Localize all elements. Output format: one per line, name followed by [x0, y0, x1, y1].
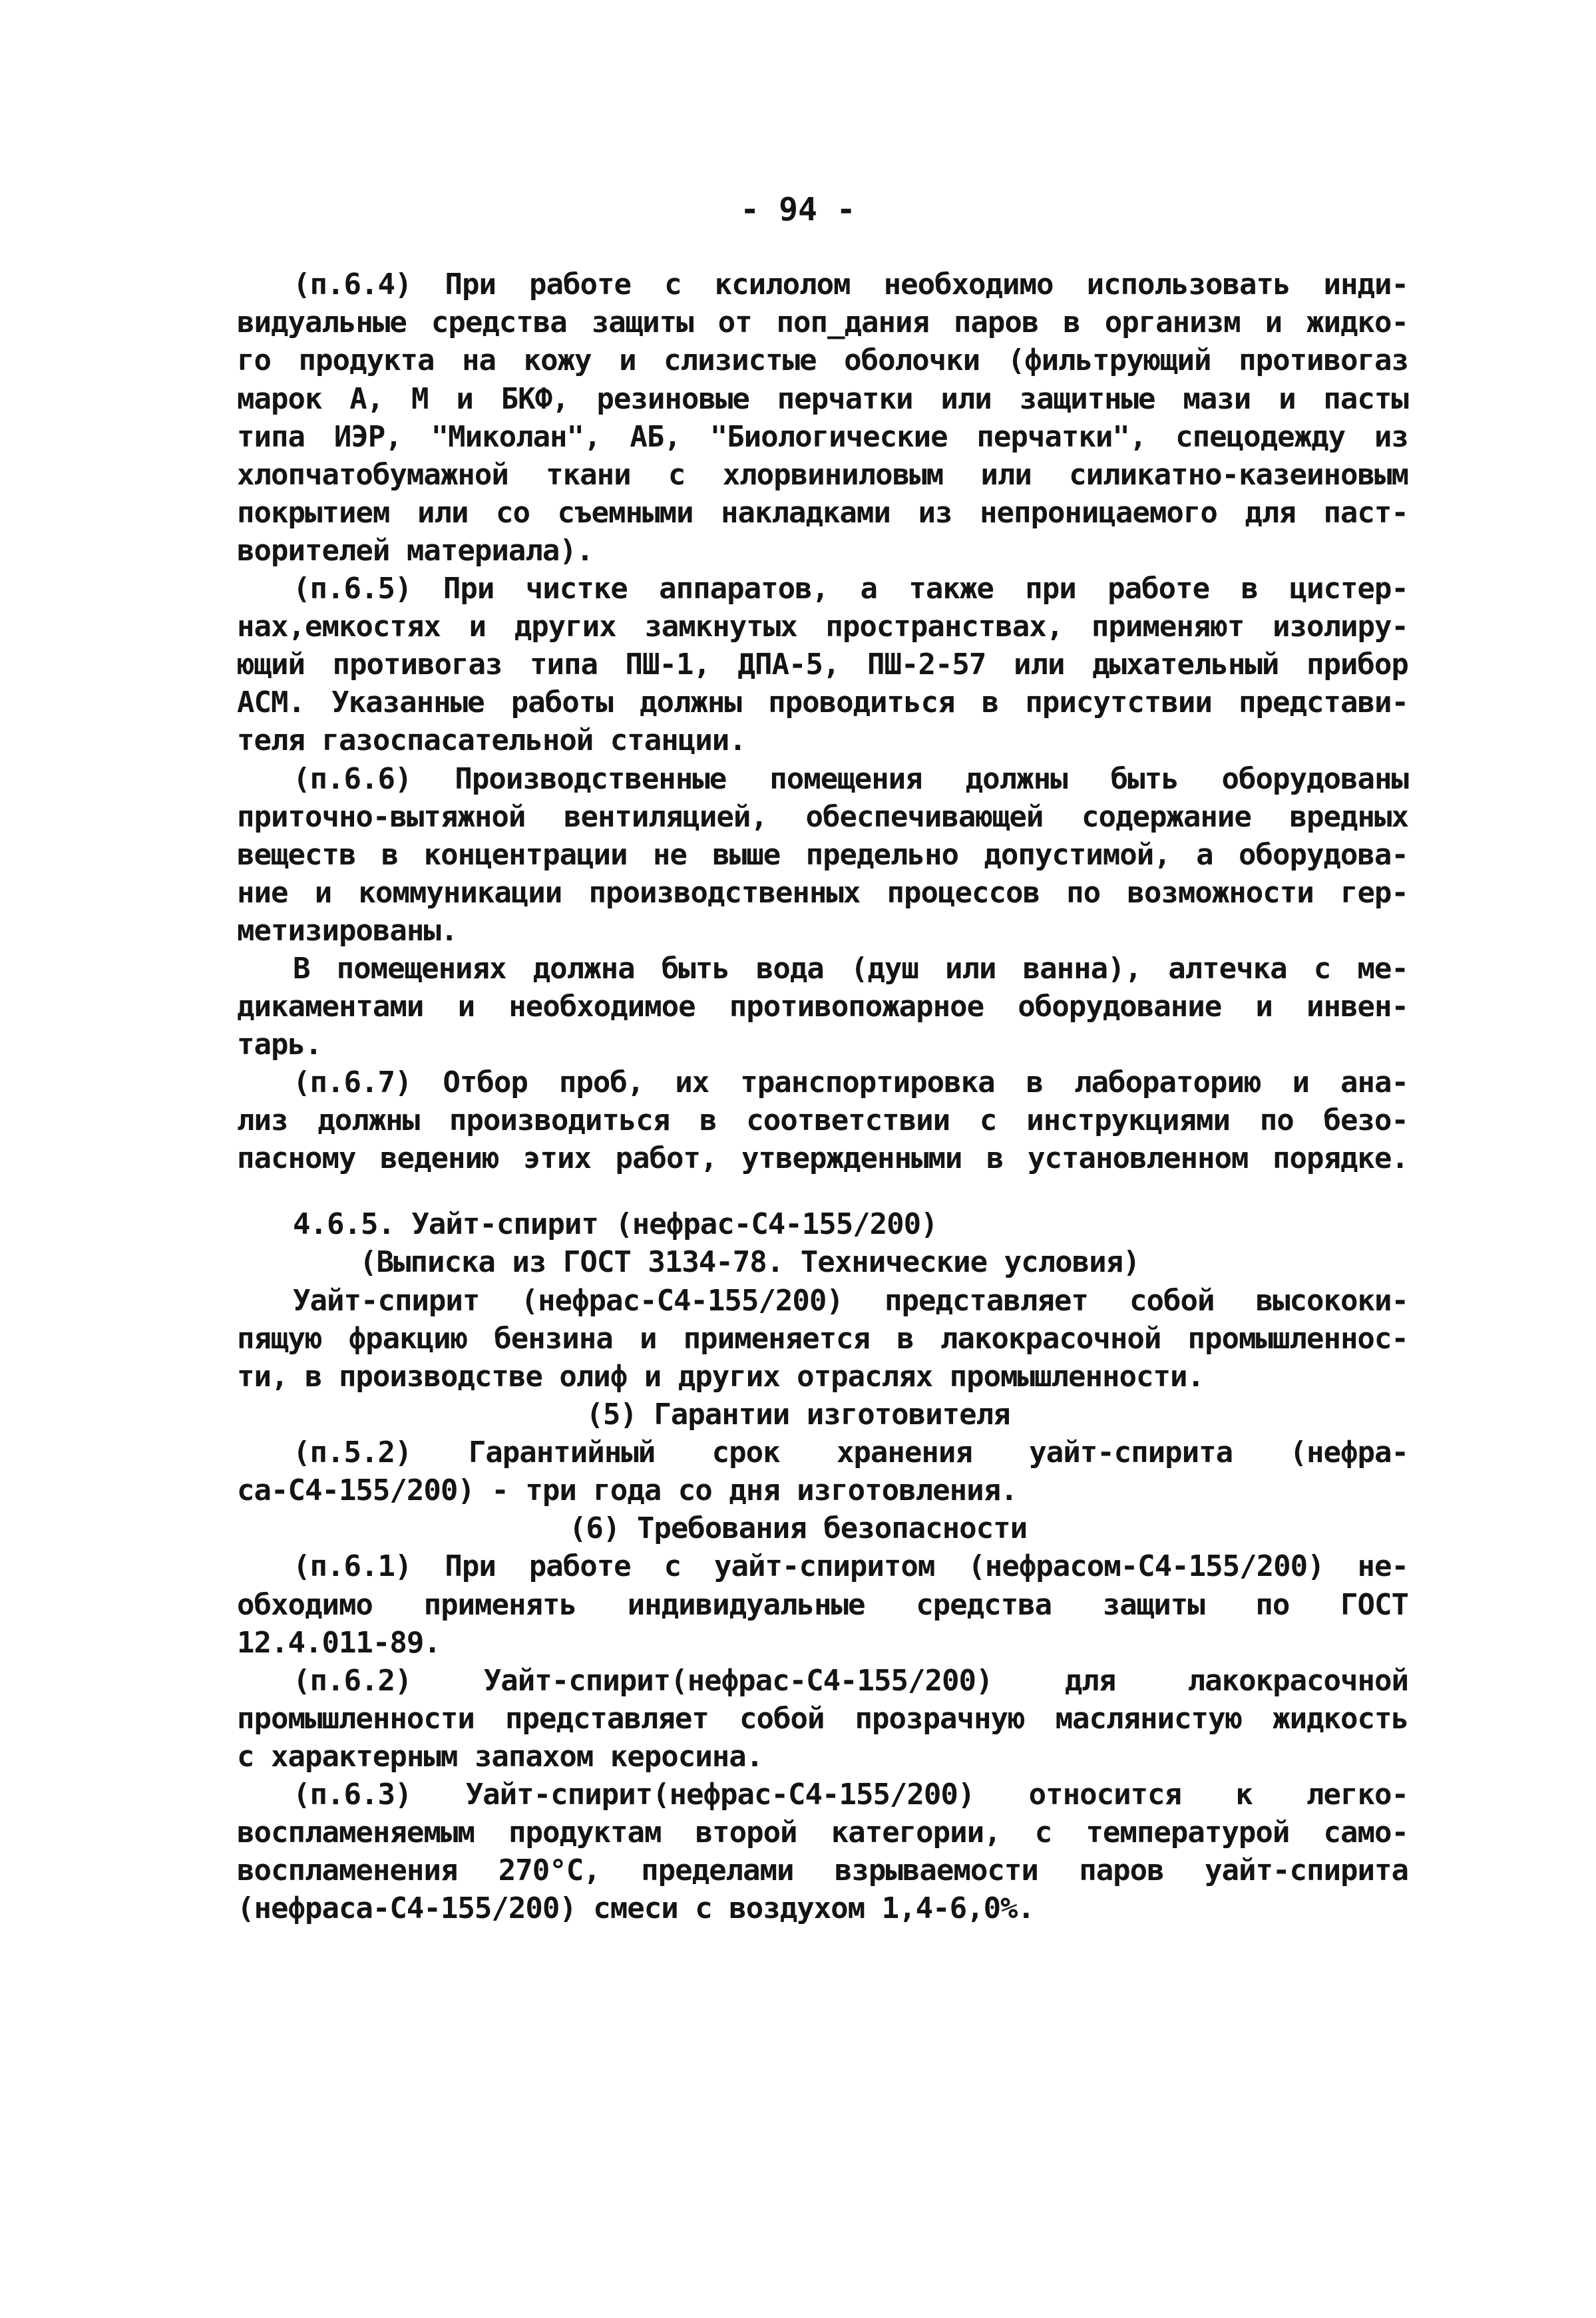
- word: или: [980, 458, 1032, 492]
- word: и: [619, 343, 636, 377]
- word: представляет: [884, 1284, 1088, 1318]
- word: ПШ-2-57: [867, 648, 986, 681]
- word: мази: [1183, 382, 1251, 416]
- word: от: [717, 305, 752, 339]
- word: (п.6.4): [293, 268, 412, 301]
- word: алтечка: [1168, 952, 1287, 986]
- word: марок: [237, 382, 322, 416]
- word: защитные: [1019, 382, 1155, 416]
- word: должна: [532, 952, 635, 986]
- word: паров: [953, 305, 1039, 339]
- word: с: [1034, 1816, 1052, 1849]
- text-line: [237, 1320, 1408, 1358]
- word: представляет: [504, 1702, 709, 1736]
- word: вентиляцией,: [563, 800, 767, 834]
- word: проводиться: [768, 685, 955, 719]
- word: температурой: [1086, 1816, 1290, 1849]
- word: противопожарное: [729, 990, 984, 1024]
- word: лакокрасочной: [940, 1322, 1161, 1356]
- word: дикаментами: [237, 990, 424, 1024]
- word: работы: [510, 685, 613, 719]
- word: утвержденными: [741, 1141, 962, 1175]
- word: работе: [529, 268, 631, 301]
- word: использовать: [1086, 268, 1291, 301]
- text-line: [293, 1662, 1408, 1700]
- word: спецодежду: [1175, 420, 1346, 454]
- word: работ,: [615, 1141, 717, 1175]
- word: для: [1245, 496, 1296, 530]
- word: Производственные: [455, 762, 727, 796]
- text-line: (Выписка из ГОСТ 3134-78. Технические условия): [359, 1245, 1140, 1279]
- word: и: [456, 382, 473, 416]
- word: возможности: [1127, 876, 1314, 910]
- text-line: [293, 1282, 1408, 1320]
- word: применяется: [683, 1322, 871, 1356]
- word: веществ: [237, 838, 356, 872]
- text-line: [237, 1102, 1408, 1139]
- word: приточно-вытяжной: [237, 800, 526, 834]
- word: прозрачную: [855, 1702, 1025, 1736]
- word: ванна),: [1022, 952, 1142, 986]
- text-line: [237, 608, 1408, 646]
- text-line: (6) Требования безопасности: [568, 1511, 1028, 1545]
- word: инструкциями: [1026, 1103, 1230, 1137]
- word: замкнутых: [644, 610, 797, 644]
- word: проб,: [558, 1065, 644, 1099]
- word: противогаз: [1239, 343, 1408, 377]
- word: коммуникации: [358, 876, 562, 910]
- text-line: [237, 342, 1408, 379]
- word: не-: [1357, 1549, 1408, 1583]
- word: к: [1235, 1778, 1253, 1812]
- text-line: теля газоспасательной станции.: [237, 723, 746, 757]
- word: в: [897, 1322, 914, 1356]
- text-line: [293, 570, 1408, 608]
- word: Отбор: [443, 1065, 528, 1099]
- word: (нефрас-С4-155/200): [520, 1284, 843, 1318]
- word: хлопчатобумажной: [237, 458, 508, 492]
- word: накладками: [721, 496, 891, 530]
- word: должны: [317, 1103, 420, 1137]
- word: ющий: [237, 648, 305, 681]
- word: индивидуальные: [627, 1588, 865, 1622]
- word: инвен-: [1306, 990, 1408, 1024]
- word: При: [443, 572, 495, 606]
- word: высококи-: [1255, 1284, 1408, 1318]
- word: быть: [1110, 762, 1179, 796]
- word: (п.6.3): [293, 1778, 412, 1812]
- word: паров: [1079, 1853, 1164, 1887]
- text-line: [293, 950, 1408, 988]
- word: и: [1279, 382, 1296, 416]
- word: "Биологические: [709, 420, 948, 454]
- word: поп_дания: [776, 305, 929, 339]
- word: вода: [755, 952, 824, 986]
- word: с: [1313, 952, 1331, 986]
- word: оборудова-: [1238, 838, 1408, 872]
- word: ведению: [380, 1141, 499, 1175]
- word: (п.6.5): [293, 572, 412, 606]
- word: перчатки",: [976, 420, 1147, 454]
- text-line: [237, 457, 1408, 494]
- word: При: [445, 1549, 496, 1583]
- word: бензина: [494, 1322, 613, 1356]
- word: оборудование: [1018, 990, 1222, 1024]
- word: При: [445, 268, 496, 301]
- word: применять: [423, 1588, 576, 1622]
- word: других: [514, 610, 616, 644]
- word: в: [981, 685, 999, 719]
- word: порядке.: [1272, 1141, 1408, 1175]
- word: а: [1196, 838, 1213, 872]
- text-line: [293, 1064, 1408, 1101]
- word: нах,емкостях: [237, 610, 441, 644]
- word: в: [1026, 1065, 1044, 1099]
- word: чистке: [525, 572, 628, 606]
- text-line: [237, 799, 1408, 836]
- text-line: [237, 837, 1408, 874]
- word: их: [675, 1065, 709, 1099]
- word: пящую: [237, 1322, 322, 1356]
- word: промышленнос-: [1187, 1322, 1408, 1356]
- word: процессов: [887, 876, 1040, 910]
- word: обеспечивающей: [805, 800, 1044, 834]
- word: жидко-: [1306, 305, 1408, 339]
- word: в: [699, 1103, 717, 1137]
- word: защиты: [1102, 1588, 1205, 1622]
- word: го: [237, 343, 271, 377]
- word: должны: [639, 685, 741, 719]
- word: с: [979, 1103, 997, 1137]
- word: резиновые: [596, 382, 749, 416]
- word: применяют: [1091, 610, 1245, 644]
- word: А,: [349, 382, 384, 416]
- word: с: [664, 268, 682, 301]
- word: непроницаемого: [979, 496, 1217, 530]
- word: средства: [916, 1588, 1052, 1622]
- text-line: [237, 874, 1408, 912]
- word: видуальные: [237, 305, 407, 339]
- word: промышленности: [237, 1702, 475, 1736]
- word: обходимо: [237, 1588, 373, 1622]
- word: ние: [237, 876, 288, 910]
- word: работе: [1107, 572, 1210, 606]
- word: с: [664, 1549, 682, 1583]
- word: цистер-: [1289, 572, 1408, 606]
- text-line: [237, 988, 1408, 1026]
- word: категории,: [831, 1816, 1001, 1849]
- page-number: - 94 -: [740, 191, 856, 228]
- word: Гарантийный: [468, 1436, 656, 1469]
- word: уайт-спирита: [1205, 1853, 1408, 1887]
- word: лакокрасочной: [1187, 1664, 1408, 1698]
- word: и: [314, 876, 332, 910]
- word: в: [986, 1141, 1004, 1175]
- word: пасному: [237, 1141, 356, 1175]
- text-line: тарь.: [237, 1028, 322, 1062]
- word: этих: [523, 1141, 591, 1175]
- word: продукта: [298, 343, 435, 377]
- word: пределами: [641, 1853, 794, 1887]
- word: соответствии: [746, 1103, 950, 1137]
- word: ДПА-5,: [737, 648, 840, 681]
- word: ГОСТ: [1340, 1588, 1408, 1622]
- word: в: [1241, 572, 1259, 606]
- word: а: [860, 572, 877, 606]
- word: АСМ.: [237, 685, 305, 719]
- word: по: [1255, 1588, 1290, 1622]
- word: ткани: [546, 458, 631, 492]
- word: транспортировка: [740, 1065, 995, 1099]
- word: помещениях: [336, 952, 506, 986]
- word: легко-: [1306, 1778, 1408, 1812]
- text-line: [237, 646, 1408, 683]
- word: необходимо: [883, 268, 1054, 301]
- text-line: [237, 1587, 1408, 1624]
- text-line: [293, 1776, 1408, 1814]
- word: воспламенения: [237, 1853, 458, 1887]
- word: прибор: [1306, 648, 1408, 681]
- word: установленном: [1028, 1141, 1249, 1175]
- word: типа: [529, 648, 598, 681]
- word: 270°С,: [498, 1853, 600, 1887]
- word: Уайт-спирит(нефрас-С4-155/200): [483, 1664, 993, 1698]
- word: и: [1255, 990, 1273, 1024]
- word: на: [462, 343, 497, 377]
- word: и: [1292, 1065, 1309, 1099]
- word: должны: [965, 762, 1068, 796]
- word: кожу: [523, 343, 592, 377]
- text-line: (нефраса-С4-155/200) смеси с воздухом 1,4-6,0%.: [237, 1891, 1035, 1925]
- text-line: ворителей материала).: [237, 534, 594, 568]
- word: собой: [739, 1702, 825, 1736]
- word: (душ: [850, 952, 918, 986]
- word: М: [411, 382, 429, 416]
- word: и: [457, 990, 475, 1024]
- text-line: [293, 266, 1408, 303]
- word: или: [1013, 648, 1065, 681]
- word: (нефрасом-С4-155/200): [968, 1549, 1324, 1583]
- text-line: 12.4.011-89.: [237, 1626, 441, 1660]
- text-line: [237, 304, 1408, 341]
- word: относится: [1028, 1778, 1182, 1812]
- word: производиться: [449, 1103, 670, 1137]
- word: оболочки: [844, 343, 980, 377]
- word: покрытием: [237, 496, 390, 530]
- word: взрываемости: [834, 1853, 1038, 1887]
- word: необходимое: [508, 990, 696, 1024]
- word: с: [668, 458, 686, 492]
- word: слизистые: [664, 343, 817, 377]
- word: лабораторию: [1074, 1065, 1261, 1099]
- word: перчатки: [777, 382, 913, 416]
- word: уайт-спиритом: [714, 1549, 935, 1583]
- word: (п.6.7): [293, 1065, 412, 1099]
- word: представи-: [1239, 685, 1408, 719]
- word: безо-: [1323, 1103, 1408, 1137]
- word: Уайт-спирит(нефрас-С4-155/200): [465, 1778, 975, 1812]
- word: (п.6.6): [293, 762, 412, 796]
- word: ПШ-1,: [625, 648, 710, 681]
- word: по: [1259, 1103, 1294, 1137]
- word: жидкость: [1273, 1702, 1408, 1736]
- word: пространствах,: [825, 610, 1064, 644]
- word: и: [1265, 305, 1283, 339]
- text-line: [237, 1140, 1408, 1177]
- word: содержание: [1081, 800, 1251, 834]
- word: выше: [712, 838, 781, 872]
- word: оборудованы: [1221, 762, 1408, 796]
- word: (п.6.1): [293, 1549, 412, 1583]
- word: организм: [1104, 305, 1241, 339]
- word: пасты: [1323, 382, 1408, 416]
- word: изолиру-: [1273, 610, 1408, 644]
- word: концентрации: [423, 838, 628, 872]
- word: срок: [711, 1436, 780, 1469]
- word: (п.6.2): [293, 1664, 412, 1698]
- word: предельно: [805, 838, 958, 872]
- word: хранения: [836, 1436, 972, 1469]
- word: само-: [1323, 1816, 1408, 1849]
- word: хлорвиниловым: [722, 458, 944, 492]
- word: собой: [1129, 1284, 1215, 1318]
- word: средства: [431, 305, 567, 339]
- text-line: [237, 1700, 1408, 1738]
- word: (фильтрующий: [1007, 343, 1211, 377]
- word: продуктам: [508, 1816, 662, 1849]
- word: не: [652, 838, 687, 872]
- word: ксилолом: [714, 268, 851, 301]
- word: при: [1025, 572, 1076, 606]
- word: Уайт-спирит: [293, 1284, 480, 1318]
- word: и: [639, 1322, 657, 1356]
- word: ме-: [1357, 952, 1408, 986]
- text-line: [237, 1814, 1408, 1851]
- word: помещения: [769, 762, 922, 796]
- word: со: [496, 496, 530, 530]
- word: воспламеняемым: [237, 1816, 475, 1849]
- word: или: [945, 952, 996, 986]
- word: дыхательный: [1092, 648, 1279, 681]
- word: аппаратов,: [659, 572, 829, 606]
- word: противогаз: [332, 648, 502, 681]
- word: типа: [237, 420, 305, 454]
- word: (нефра-: [1289, 1436, 1408, 1469]
- word: защиты: [591, 305, 694, 339]
- word: второй: [695, 1816, 797, 1849]
- text-line: 4.6.5. Уайт-спирит (нефрас-С4-155/200): [293, 1207, 938, 1241]
- word: быть: [661, 952, 729, 986]
- word: силикатно-казеиновым: [1069, 458, 1408, 492]
- word: для: [1064, 1664, 1116, 1698]
- word: лиз: [237, 1103, 288, 1137]
- word: или: [940, 382, 992, 416]
- word: или: [417, 496, 469, 530]
- text-line: [237, 1852, 1408, 1889]
- text-line: метизированы.: [237, 914, 458, 948]
- text-line: са-С4-155/200) - три года со дня изготовления.: [237, 1473, 1018, 1507]
- word: ИЭР,: [333, 420, 402, 454]
- word: в: [381, 838, 399, 872]
- word: гер-: [1340, 876, 1408, 910]
- word: вредных: [1289, 800, 1408, 834]
- word: из: [918, 496, 952, 530]
- word: по: [1066, 876, 1101, 910]
- text-line: с характерным запахом керосина.: [237, 1740, 763, 1774]
- text-line: (5) Гарантии изготовителя: [586, 1398, 1010, 1432]
- text-line: [293, 761, 1408, 798]
- word: съемными: [557, 496, 694, 530]
- text-line: ти, в производстве олиф и других отраслях промышленности.: [237, 1360, 1204, 1394]
- word: уайт-спирита: [1029, 1436, 1233, 1469]
- text-line: [293, 1434, 1408, 1471]
- word: маслянистую: [1055, 1702, 1242, 1736]
- text-line: [293, 1548, 1408, 1585]
- word: допустимой,: [984, 838, 1171, 872]
- word: Указанные: [331, 685, 485, 719]
- word: БКФ,: [500, 382, 569, 416]
- text-line: [237, 684, 1408, 721]
- word: из: [1374, 420, 1408, 454]
- word: фракцию: [348, 1322, 468, 1356]
- word: ана-: [1340, 1065, 1408, 1099]
- word: "Миколан",: [431, 420, 601, 454]
- text-line: [237, 494, 1408, 532]
- word: производственных: [588, 876, 861, 910]
- word: присутствии: [1025, 685, 1212, 719]
- word: (п.5.2): [293, 1436, 412, 1469]
- word: также: [908, 572, 994, 606]
- word: паст-: [1323, 496, 1408, 530]
- word: инди-: [1323, 268, 1408, 301]
- text-line: [237, 419, 1408, 456]
- word: В: [293, 952, 310, 986]
- word: работе: [528, 1549, 631, 1583]
- word: АБ,: [630, 420, 681, 454]
- text-line: [237, 381, 1408, 418]
- word: и: [469, 610, 487, 644]
- word: в: [1063, 305, 1080, 339]
